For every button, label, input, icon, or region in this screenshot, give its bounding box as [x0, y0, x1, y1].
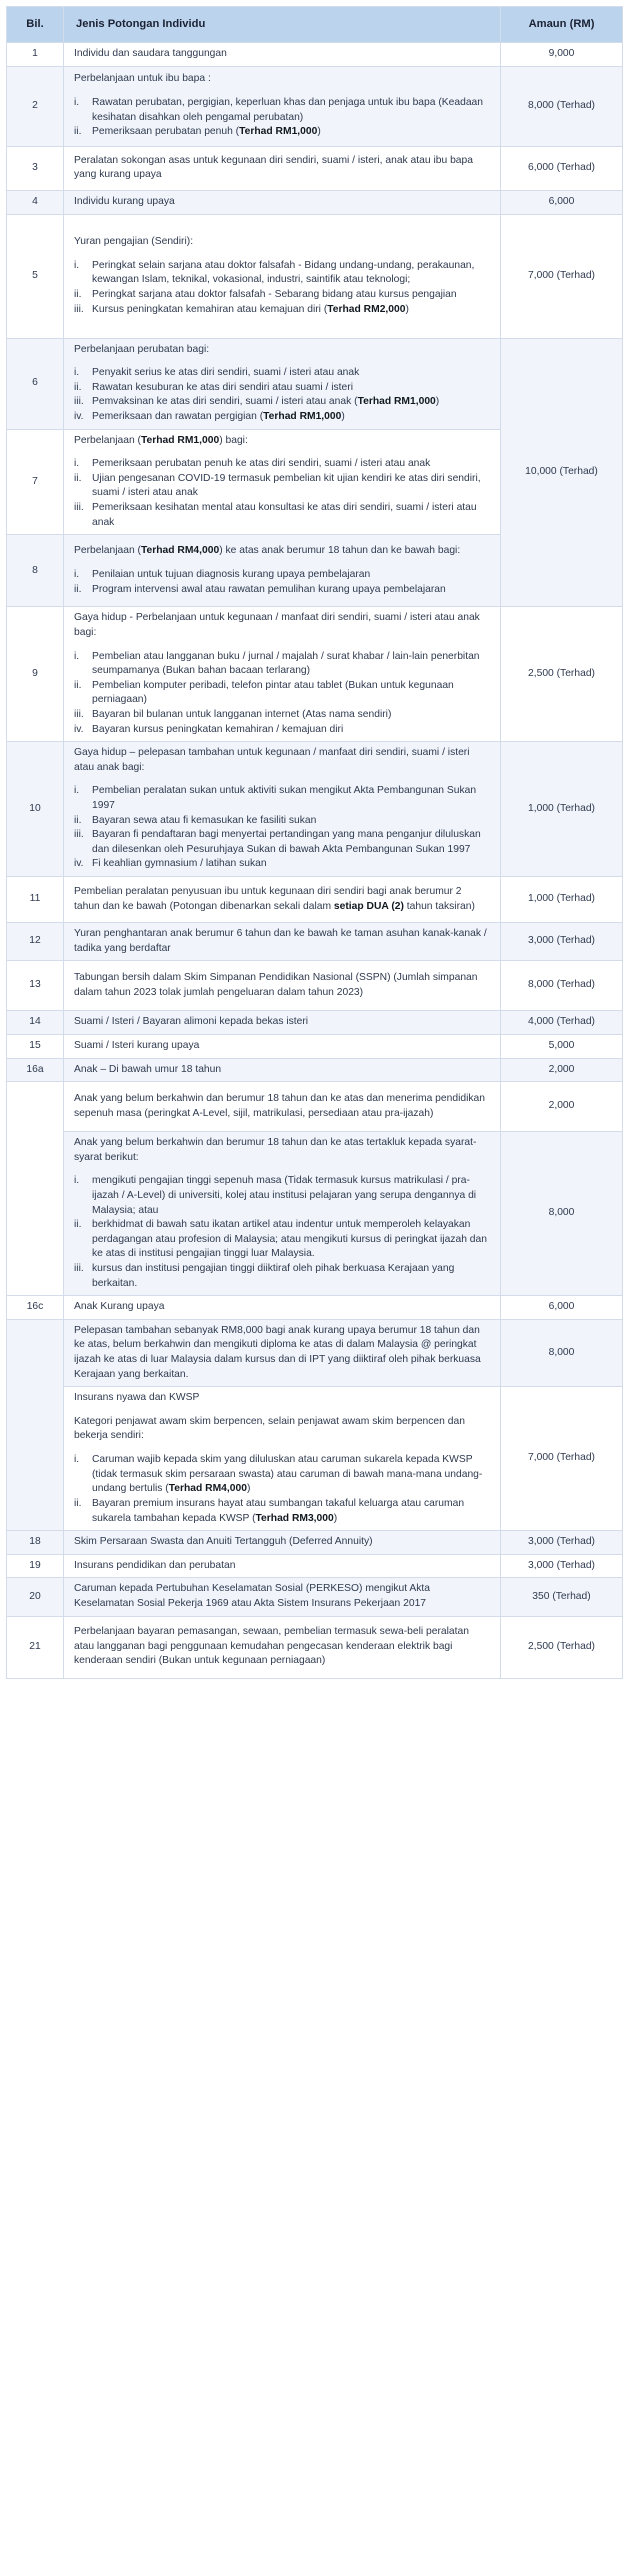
bold-text: Terhad RM3,000 [255, 1512, 334, 1524]
text-segment: ) [405, 303, 409, 315]
list-item [74, 303, 490, 318]
text-segment: Insurans pendidikan dan perubatan [74, 1559, 236, 1571]
list-item [74, 410, 490, 425]
relief-description [64, 1531, 501, 1555]
description-text [74, 544, 490, 559]
relief-amount: 3,000 (Terhad) [501, 1554, 623, 1578]
list-marker: i. [74, 1175, 80, 1187]
list-item-text [92, 583, 490, 598]
text-segment: Anak – Di bawah umur 18 tahun [74, 1063, 222, 1075]
list-marker: ii. [74, 679, 82, 691]
list-marker: ii. [74, 1219, 82, 1231]
list-marker: iv. [74, 723, 84, 735]
tax-relief-table [6, 6, 623, 1679]
bold-text: Terhad RM1,000 [140, 434, 220, 446]
description-text [74, 1092, 490, 1121]
relief-amount: 2,500 (Terhad) [501, 1616, 623, 1678]
description-text [74, 1300, 490, 1315]
text-segment: tahun taksiran) [403, 900, 475, 912]
table-row [7, 1387, 623, 1531]
list-item-text [92, 501, 490, 530]
list-item-text [92, 650, 490, 679]
text-segment: ) bagi: [219, 434, 248, 446]
description-text [74, 1063, 490, 1078]
list-item [74, 723, 490, 738]
list-marker: iv. [74, 858, 84, 870]
list-item [74, 650, 490, 679]
text-segment: Anak yang belum berkahwin dan berumur 18 tahun dan ke atas tertakluk kepada syarat-syarat berikut: [74, 1137, 477, 1163]
table-row [7, 1132, 623, 1296]
list-marker: iii. [74, 1262, 84, 1274]
relief-amount: 8,000 (Terhad) [501, 66, 623, 146]
header-amount: Amaun (RM) [501, 7, 623, 43]
relief-amount: 9,000 [501, 43, 623, 67]
text-segment: Bayaran sewa atau fi kemasukan ke fasiliti sukan [92, 814, 317, 826]
relief-description [64, 66, 501, 146]
list-item-text [92, 381, 490, 396]
relief-description [64, 1011, 501, 1035]
row-number [7, 1319, 64, 1530]
relief-amount: 1,000 (Terhad) [501, 742, 623, 877]
text-segment: mengikuti pengajian tinggi sepenuh masa (Tidak termasuk kursus matrikulasi / pra-ijazah / A-Level) di universiti, kolej atau institusi pelajaran yang serupa dengannya di Malaysia; atau [92, 1175, 477, 1216]
text-segment: Pembelian komputer peribadi, telefon pintar atau tablet (Bukan untuk kegunaan perniagaan) [92, 679, 454, 706]
table-row [7, 607, 623, 742]
table-row [7, 338, 623, 429]
list-marker: ii. [74, 583, 82, 595]
text-segment: Rawatan perubatan, pergigian, keperluan khas dan penjaga untuk ibu bapa (Keadaan kesihatan disahkan oleh pengamal perubatan) [92, 97, 484, 123]
list-item-text [92, 410, 490, 425]
text-segment: Perbelanjaan ( [74, 434, 141, 446]
text-segment: Program intervensi awal atau rawatan pemulihan kurang upaya pembelajaran [92, 583, 446, 595]
text-segment: Yuran penghantaran anak berumur 6 tahun dan ke bawah ke taman asuhan kanak-kanak / tadika yang berdaftar [74, 928, 487, 954]
description-text [74, 154, 490, 183]
text-segment: Pemeriksaan perubatan penuh ( [92, 126, 240, 138]
bold-text: Terhad RM1,000 [239, 126, 318, 138]
list-item-text [92, 857, 490, 872]
list-item [74, 679, 490, 708]
list-item [74, 96, 490, 125]
row-number: 7 [7, 429, 64, 535]
header-relief-type: Jenis Potongan Individu [64, 7, 501, 43]
text-segment: Skim Persaraan Swasta dan Anuiti Tertangguh (Deferred Annuity) [74, 1536, 373, 1548]
relief-description [64, 1554, 501, 1578]
list-item-text [92, 828, 490, 857]
table-row [7, 1034, 623, 1058]
text-segment: ) [341, 411, 345, 423]
description-text [74, 1625, 490, 1669]
list-item-text [92, 366, 490, 381]
relief-amount: 6,000 (Terhad) [501, 146, 623, 190]
row-number: 3 [7, 146, 64, 190]
table-header-row [7, 7, 623, 43]
description-text [74, 971, 490, 1000]
text-segment: Suami / Isteri / Bayaran alimoni kepada bekas isteri [74, 1016, 309, 1028]
list-item [74, 457, 490, 472]
list-marker: ii. [74, 1497, 82, 1509]
row-number: 20 [7, 1578, 64, 1616]
relief-description [64, 1296, 501, 1320]
list-marker: ii. [74, 126, 82, 138]
list-item [74, 1174, 490, 1218]
text-segment: ) [246, 1483, 251, 1495]
description-text [74, 1535, 490, 1550]
list-item [74, 857, 490, 872]
list-item-text [92, 784, 490, 813]
header-number: Bil. [7, 7, 64, 43]
text-segment: Kursus peningkatan kemahiran atau kemajuan diri ( [92, 303, 328, 315]
relief-description [64, 877, 501, 923]
list-item [74, 288, 490, 303]
row-number: 4 [7, 190, 64, 214]
text-segment: Peringkat sarjana atau doktor falsafah - Sebarang bidang atau kursus pengajian [92, 288, 457, 300]
table-row [7, 1082, 623, 1132]
list-item [74, 1497, 490, 1526]
list-item-text [92, 395, 490, 410]
list-item-text [92, 472, 490, 501]
relief-amount: 7,000 (Terhad) [501, 1387, 623, 1531]
list-item [74, 259, 490, 288]
description-text [74, 1039, 490, 1054]
description-text [74, 72, 490, 87]
text-segment: ) [317, 126, 321, 138]
list-marker: ii. [74, 472, 82, 484]
table-row [7, 1011, 623, 1035]
bold-text: Terhad RM1,000 [357, 396, 436, 408]
table-row [7, 1616, 623, 1678]
relief-amount: 6,000 [501, 190, 623, 214]
list-marker: i. [74, 458, 80, 470]
list-item [74, 784, 490, 813]
description-text [74, 1582, 490, 1611]
text-segment: Penyakit serius ke atas diri sendiri, suami / isteri atau anak [92, 367, 360, 379]
table-row [7, 923, 623, 961]
description-text [74, 1559, 490, 1574]
relief-amount: 5,000 [501, 1034, 623, 1058]
text-segment: Individu kurang upaya [74, 195, 175, 207]
relief-description [64, 429, 501, 535]
relief-description [64, 1319, 501, 1386]
list-marker: iii. [74, 829, 84, 841]
text-segment: Pembelian peralatan penyusuan ibu untuk kegunaan diri sendiri bagi anak berumur 2 tahun dan ke bawah (Potongan dibenarkan sekali dalam [74, 885, 462, 912]
row-number: 9 [7, 607, 64, 742]
relief-amount: 3,000 (Terhad) [501, 1531, 623, 1555]
text-segment: kursus dan institusi pengajian tinggi diiktiraf oleh pihak berkuasa Kerajaan yang berkaitan. [92, 1262, 455, 1289]
row-number: 21 [7, 1616, 64, 1678]
table-body [7, 43, 623, 1679]
text-segment: Bayaran fi pendaftaran bagi menyertai pertandingan yang mana penganjur diluluskan dan dilesenkan oleh Pesuruhjaya Sukan di bawah Akta Pembangunan Sukan 1997 [92, 829, 481, 855]
description-text [74, 1136, 490, 1165]
text-segment: Rawatan kesuburan ke atas diri sendiri atau suami / isteri [92, 381, 353, 393]
text-segment: ) [435, 396, 440, 408]
relief-description [64, 961, 501, 1011]
relief-description [64, 190, 501, 214]
table-row [7, 214, 623, 338]
list-item [74, 395, 490, 410]
relief-description [64, 146, 501, 190]
text-segment: Peralatan sokongan asas untuk kegunaan diri sendiri, suami / isteri, anak atau ibu bapa yang kurang upaya [74, 154, 473, 181]
list-item [74, 501, 490, 530]
relief-amount: 2,500 (Terhad) [501, 607, 623, 742]
row-number: 1 [7, 43, 64, 67]
table-row [7, 146, 623, 190]
list-marker: iii. [74, 396, 84, 408]
table-row [7, 877, 623, 923]
text-segment: Perbelanjaan perubatan bagi: [74, 343, 210, 355]
list-marker: i. [74, 569, 80, 580]
table-row [7, 1319, 623, 1386]
table-row [7, 43, 623, 67]
description-text [74, 611, 490, 640]
description-text [74, 343, 490, 358]
table-row [7, 1296, 623, 1320]
list-marker: i. [74, 1454, 80, 1466]
table-row [7, 961, 623, 1011]
relief-amount: 1,000 (Terhad) [501, 877, 623, 923]
list-item [74, 583, 490, 598]
list-item [74, 1453, 490, 1497]
text-segment: Gaya hidup - Perbelanjaan untuk kegunaan / manfaat diri sendiri, suami / isteri atau anak bagi: [74, 612, 480, 638]
list-item [74, 708, 490, 723]
text-segment: Bayaran kursus peningkatan kemahiran / kemajuan diri [92, 723, 344, 735]
text-segment: Pembelian peralatan sukan untuk aktiviti sukan mengikut Akta Pembangunan Sukan 1997 [92, 785, 477, 812]
relief-amount: 3,000 (Terhad) [501, 923, 623, 961]
table-row [7, 1578, 623, 1616]
text-segment: Pemeriksaan perubatan penuh ke atas diri sendiri, suami / isteri atau anak [92, 458, 431, 470]
text-segment: Pembelian atau langganan buku / jurnal / majalah / surat khabar / lain-lain penerbitan seumpamanya (Bukan bahan bacaan terlarang) [92, 650, 480, 677]
row-number: 14 [7, 1011, 64, 1035]
relief-description [64, 535, 501, 607]
text-segment: Caruman wajib kepada skim yang diluluskan atau caruman sukarela kepada KWSP (tidak termasuk skim persaraan swasta) atau caruman di bawah mana-mana undang-undang bertulis ( [92, 1454, 483, 1495]
row-number: 2 [7, 66, 64, 146]
description-text [74, 1391, 490, 1406]
description-text [74, 235, 490, 250]
relief-amount: 7,000 (Terhad) [501, 214, 623, 338]
relief-amount: 2,000 [501, 1082, 623, 1132]
row-number: 12 [7, 923, 64, 961]
text-segment: Yuran pengajian (Sendiri): [74, 236, 194, 248]
relief-amount: 6,000 [501, 1296, 623, 1320]
list-item-text [92, 303, 490, 318]
relief-description [64, 1616, 501, 1678]
text-segment: Suami / Isteri kurang upaya [74, 1039, 200, 1051]
list-item-text [92, 125, 490, 140]
list-item-text [92, 568, 490, 583]
row-number: 5 [7, 214, 64, 338]
text-segment: Pemeriksaan dan rawatan pergigian ( [92, 411, 264, 423]
list-item [74, 366, 490, 381]
text-segment: Tabungan bersih dalam Skim Simpanan Pendidikan Nasional (SSPN) (Jumlah simpanan dalam tahun 2023 tolak jumlah pengeluaran dalam tahun 2023) [74, 972, 478, 998]
list-item [74, 472, 490, 501]
row-number: 18 [7, 1531, 64, 1555]
list-item [74, 125, 490, 140]
text-segment: Perbelanjaan ( [74, 545, 141, 557]
text-segment: ) [333, 1512, 338, 1524]
row-number: 16c [7, 1296, 64, 1320]
text-segment: Anak yang belum berkahwin dan berumur 18 tahun dan ke atas dan menerima pendidikan sepenuh masa (peringkat A-Level, sijil, matrikulasi, persediaan atau pra-ijazah) [74, 1093, 485, 1119]
list-marker: i. [74, 259, 80, 271]
relief-description [64, 607, 501, 742]
list-item-text [92, 1262, 490, 1291]
description-text [74, 885, 490, 914]
row-number: 13 [7, 961, 64, 1011]
list-item-text [92, 1174, 490, 1218]
list-marker: iii. [74, 708, 84, 720]
list-item-text [92, 457, 490, 472]
list-item-text [92, 259, 490, 288]
list-item-text [92, 723, 490, 738]
list-marker: i. [74, 785, 80, 797]
text-segment: Pelepasan tambahan sebanyak RM8,000 bagi anak kurang upaya berumur 18 tahun dan ke atas, belum berkahwin dan mengikuti diploma ke atas di dalam Malaysia @ peringkat ijazah ke atas di luar Malaysia dalam kursus dan di IPT yang diiktiraf oleh pihak berkuasa Kerajaan yang berkaitan. [74, 1324, 481, 1380]
description-text [74, 434, 490, 449]
row-number: 11 [7, 877, 64, 923]
list-item-text [92, 288, 490, 303]
text-segment: Fi keahlian gymnasium / latihan sukan [92, 858, 267, 870]
row-number: 8 [7, 535, 64, 607]
relief-amount: 8,000 [501, 1132, 623, 1296]
text-segment: Anak Kurang upaya [74, 1301, 165, 1313]
list-item [74, 814, 490, 829]
row-number: 10 [7, 742, 64, 877]
bold-text: Terhad RM4,000 [168, 1483, 247, 1495]
text-segment: Penilaian untuk tujuan diagnosis kurang upaya pembelajaran [92, 569, 371, 580]
text-segment: ) ke atas anak berumur 18 tahun dan ke bawah bagi: [219, 545, 461, 557]
list-item-text [92, 708, 490, 723]
row-number: 16a [7, 1058, 64, 1082]
list-marker: i. [74, 97, 80, 108]
relief-description [64, 1578, 501, 1616]
row-number [7, 1082, 64, 1296]
list-item [74, 381, 490, 396]
text-segment: Pemvaksinan ke atas diri sendiri, suami / isteri atau anak ( [92, 396, 358, 408]
list-marker: i. [74, 367, 80, 379]
table-row [7, 1554, 623, 1578]
relief-description [64, 43, 501, 67]
relief-description [64, 1082, 501, 1132]
table-row [7, 1058, 623, 1082]
text-segment: Insurans nyawa dan KWSP [74, 1392, 200, 1404]
relief-amount: 350 (Terhad) [501, 1578, 623, 1616]
text-segment: Bayaran bil bulanan untuk langganan internet (Atas nama sendiri) [92, 708, 392, 720]
list-item-text [92, 1218, 490, 1262]
relief-amount: 2,000 [501, 1058, 623, 1082]
list-item-text [92, 814, 490, 829]
list-item-text [92, 1453, 490, 1497]
list-item-text [92, 1497, 490, 1526]
text-segment: Caruman kepada Pertubuhan Keselamatan Sosial (PERKESO) mengikut Akta Keselamatan Sosial Pekerja 1969 atau Akta Sistem Insurans Pekerjaan 2017 [74, 1583, 431, 1609]
list-item [74, 568, 490, 583]
description-text [74, 1324, 490, 1382]
relief-amount: 8,000 (Terhad) [501, 961, 623, 1011]
list-marker: iv. [74, 411, 84, 423]
table-row [7, 66, 623, 146]
list-item [74, 828, 490, 857]
list-item [74, 1218, 490, 1262]
list-marker: iii. [74, 303, 84, 315]
list-marker: ii. [74, 288, 82, 300]
bold-text: Terhad RM2,000 [327, 303, 406, 315]
text-segment: Individu dan saudara tanggungan [74, 48, 227, 59]
list-marker: i. [74, 650, 80, 662]
row-number: 6 [7, 338, 64, 429]
relief-description [64, 1132, 501, 1296]
text-segment: Ujian pengesanan COVID-19 termasuk pembelian kit ujian kendiri ke atas diri sendiri, suami / isteri atau anak [92, 472, 481, 499]
table-row [7, 742, 623, 877]
table-row [7, 1531, 623, 1555]
list-item [74, 1262, 490, 1291]
row-number: 15 [7, 1034, 64, 1058]
description-text [74, 927, 490, 956]
relief-amount: 10,000 (Terhad) [501, 338, 623, 607]
relief-description [64, 1058, 501, 1082]
relief-description [64, 214, 501, 338]
list-marker: iii. [74, 502, 84, 514]
description-text [74, 47, 490, 62]
list-item-text [92, 679, 490, 708]
relief-description [64, 923, 501, 961]
bold-text: Terhad RM1,000 [263, 411, 342, 423]
bold-text: setiap DUA (2) [333, 900, 404, 912]
text-segment: Peringkat selain sarjana atau doktor falsafah - Bidang undang-undang, perakaunan, kewangan Islam, teknikal, vokasional, industri, saintifik atau teknologi; [92, 259, 475, 286]
text-segment: Bayaran premium insurans hayat atau sumbangan takaful keluarga atau caruman sukarela tambahan kepada KWSP ( [92, 1497, 465, 1524]
text-segment: Pemeriksaan kesihatan mental atau konsultasi ke atas diri sendiri, suami / isteri atau anak [92, 502, 477, 528]
row-number: 19 [7, 1554, 64, 1578]
relief-amount: 4,000 (Terhad) [501, 1011, 623, 1035]
list-marker: ii. [74, 381, 82, 393]
text-segment: berkhidmat di bawah satu ikatan artikel atau indentur untuk memperoleh kelayakan perdagangan atau profesion di Malaysia; atau mengikuti kursus di peringkat ijazah dan ke atas di institusi pengajian tinggi luar Malaysia. [92, 1219, 487, 1260]
description-text [74, 746, 490, 775]
text-segment: Kategori penjawat awam skim berpencen, selain penjawat awam skim berpencen dan bekerja sendiri: [74, 1415, 465, 1442]
relief-description [64, 742, 501, 877]
table-row [7, 190, 623, 214]
text-segment: Gaya hidup – pelepasan tambahan untuk kegunaan / manfaat diri sendiri, suami / isteri atau anak bagi: [74, 747, 470, 773]
text-segment: Perbelanjaan untuk ibu bapa : [74, 73, 211, 85]
list-marker: ii. [74, 814, 82, 826]
relief-description [64, 338, 501, 429]
description-text [74, 1415, 490, 1444]
relief-description [64, 1034, 501, 1058]
relief-amount: 8,000 [501, 1319, 623, 1386]
description-text [74, 195, 490, 210]
relief-description [64, 1387, 501, 1531]
text-segment: Perbelanjaan bayaran pemasangan, sewaan, pembelian termasuk sewa-beli peralatan atau langganan bagi penggunaan kemudahan pengecasan kenderaan elektrik bagi kenderaan sendiri (Bukan untuk kegunaan perniagaan) [74, 1626, 469, 1667]
bold-text: Terhad RM4,000 [140, 545, 220, 557]
description-text [74, 1015, 490, 1030]
list-item-text [92, 96, 490, 125]
